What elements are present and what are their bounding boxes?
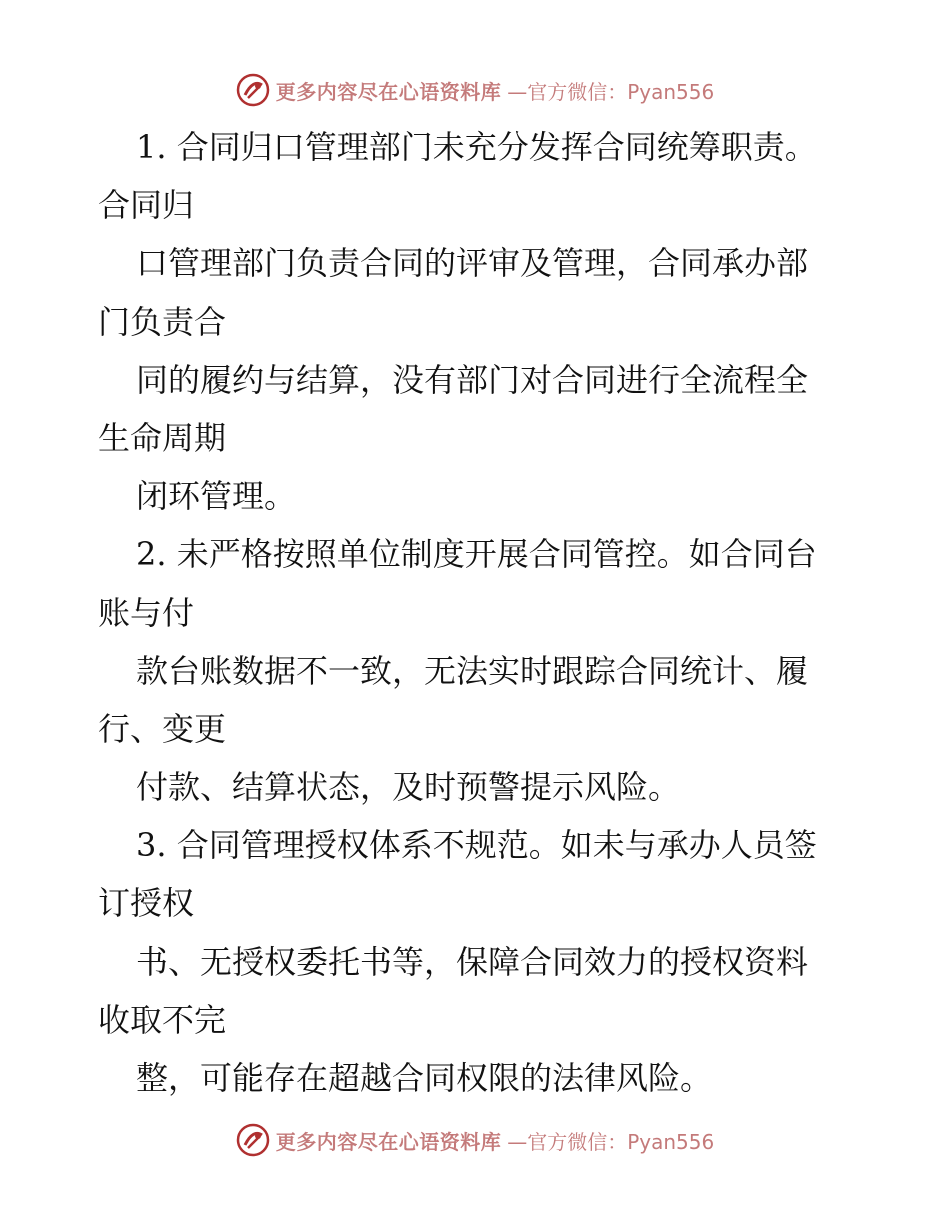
document-body [98,118,858,1107]
brand-logo-icon [236,73,270,107]
body-line: 付款、结算状态，及时预警提示风险。 [136,768,681,807]
body-line: 收取不完 [98,1000,227,1039]
body-line: 口管理部门负责合同的评审及管理，合同承办部 [136,244,809,283]
body-line: 订授权 [98,884,195,923]
body-line: 生命周期 [98,418,227,457]
body-line: 同的履约与结算，没有部门对合同进行全流程全 [136,360,809,399]
brand-logo-icon [236,1123,270,1157]
body-line: 行、变更 [98,709,227,748]
body-line: 2. 未严格按照单位制度开展合同管控。如合同台 [136,535,817,574]
banner-contact-text: —官方微信：Pyan556 [507,79,715,104]
body-line: 3. 合同管理授权体系不规范。如未与承办人员签 [136,826,817,865]
header-banner [0,70,950,110]
body-line: 闭环管理。 [136,477,297,516]
banner-brand-text: 更多内容尽在心语资料库 [275,1129,502,1154]
body-line: 账与付 [98,593,195,632]
banner-contact-text: —官方微信：Pyan556 [507,1129,715,1154]
body-line: 整，可能存在超越合同权限的法律风险。 [136,1059,713,1097]
body-line: 款台账数据不一致，无法实时跟踪合同统计、履 [136,651,809,690]
body-line: 合同归 [98,186,195,225]
body-line: 书、无授权委托书等，保障合同效力的授权资料 [136,942,809,981]
banner-brand-text: 更多内容尽在心语资料库 [275,79,502,104]
footer-banner [0,1120,950,1160]
body-line: 1. 合同归口管理部门未充分发挥合同统筹职责。 [136,128,817,166]
body-line: 门负责合 [98,302,227,341]
